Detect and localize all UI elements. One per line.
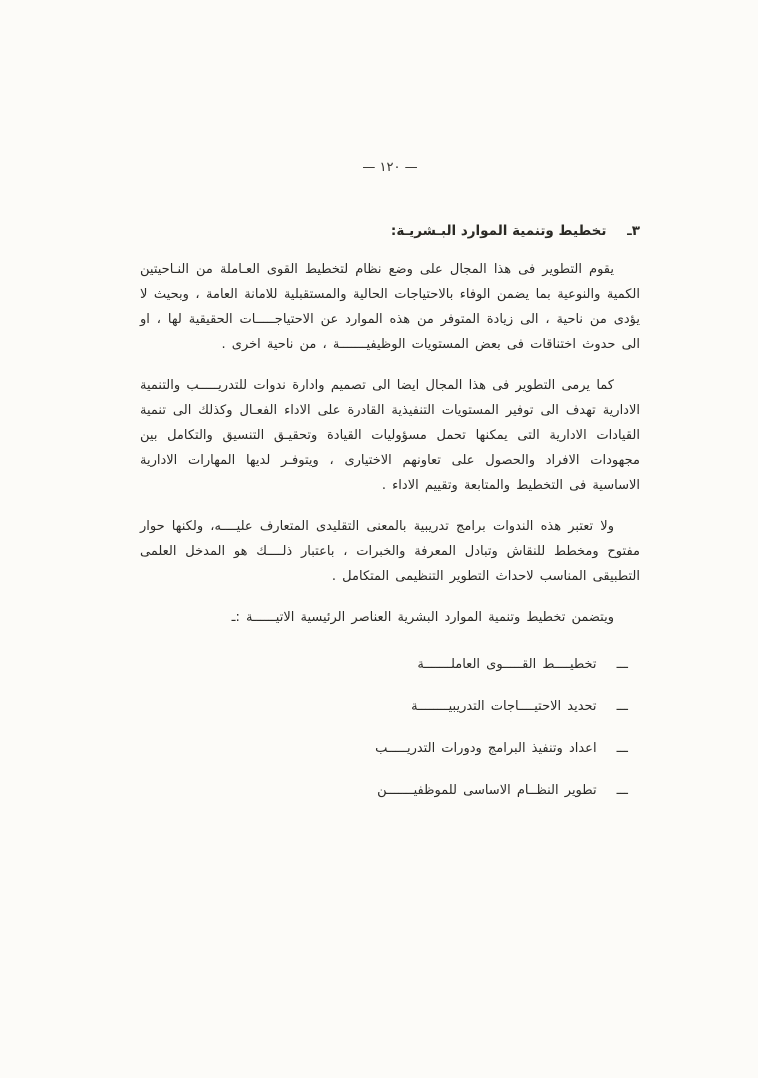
paragraph-1: يقوم التطوير فى هذا المجال على وضع نظام لتخطيط القوى العـاملة من النـاحيتين الكمية والنوعية بما يضمن الوفاء بالاحتياجات الحالية والمستقبلية للامانة العامة ، وبحيث لا يؤدى من ناحية ، الى زيادة المتوفر من هذه الموارد عن الاحتياجـــــات الحقيقية لها ، او الى حدوث اختناقات فى بعض المستويات الوظيفيـــــــة ، من ناحية اخرى .: [140, 262, 640, 352]
list-intro: ويتضمن تخطيط وتنمية الموارد البشرية العناصر الرئيسية الاتيــــــة :ـ: [231, 610, 614, 625]
list-item-text: تحديد الاحتيــــاجات التدريبيــــــــة: [411, 699, 597, 714]
list-item: [140, 694, 628, 719]
list-dash-icon: ـــ: [616, 657, 628, 672]
list-item-text: تطوير النظــام الاساسى للموظفيـــــــن: [377, 783, 597, 798]
list-item: [140, 736, 628, 761]
paragraph-2: كما يرمى التطوير فى هذا المجال ايضا الى تصميم وادارة ندوات للتدريـــــب والتنمية الادارية تهدف الى توفير المستويات التنفيذية القادرة على الاداء الفعـال وكذلك الى تنمية القيادات الادارية التى يمكنها تحمل مسؤوليات القيادة وتحقيـق التنسيق والتكامل بين مجهودات الافراد والحصول على تعاونهم الاختيارى ، ويتوفـر لديها المهارات الادارية الاساسية فى التخطيط والمتابعة وتقييم الاداء .: [140, 378, 640, 493]
page-content: [140, 160, 640, 803]
list-dash-icon: ـــ: [616, 741, 628, 756]
section-title: تخطيط وتنمية الموارد البـشريـة:: [390, 223, 607, 239]
elements-list: [140, 652, 640, 803]
list-item-text: اعداد وتنفيذ البرامج ودورات التدريـــــب: [375, 741, 597, 756]
page-number: — ١٢٠ —: [362, 160, 418, 175]
list-item-text: تخطيــــط القـــــوى العاملـــــــة: [417, 657, 597, 672]
list-item: [140, 778, 628, 803]
list-dash-icon: ـــ: [616, 783, 628, 798]
section-number: ٣ـ: [627, 223, 640, 239]
list-item: [140, 652, 628, 677]
list-dash-icon: ـــ: [616, 699, 628, 714]
paragraph-3: ولا تعتبر هذه الندوات برامج تدريبية بالمعنى التقليدى المتعارف عليــــه، ولكنها حوار مفتوح ومخطط للنقاش وتبادل المعرفة والخبرات ، باعتبار ذلــــك هو المدخل العلمى التطبيقى المناسب لاحداث التطوير التنظيمى المتكامل .: [140, 519, 640, 584]
section-heading: [140, 223, 640, 239]
